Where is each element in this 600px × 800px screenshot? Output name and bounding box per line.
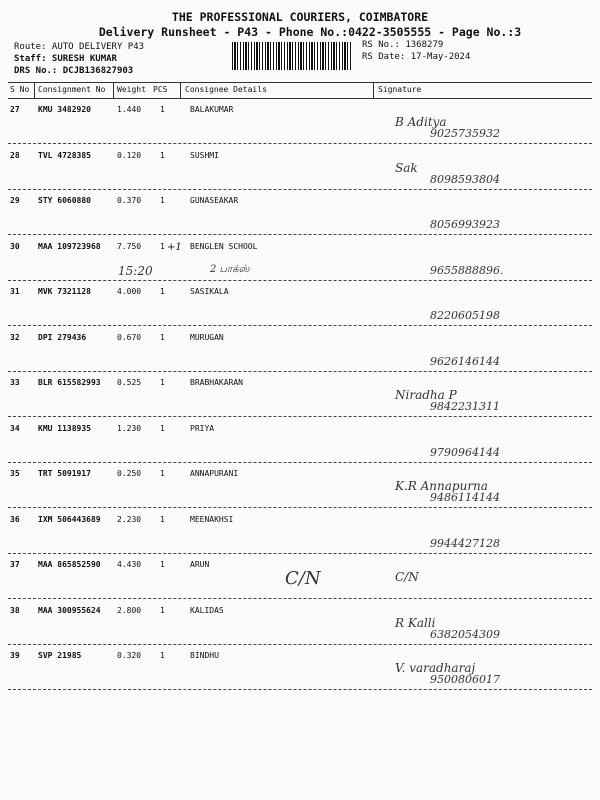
handwritten-note: C/N	[285, 568, 321, 589]
signature-phone: 9486114144	[430, 491, 500, 504]
row-serial: 35	[10, 469, 20, 478]
signature-phone: 8056993923	[430, 218, 500, 231]
col-sno: S No	[10, 85, 30, 94]
consignment-number: TVL 4728385	[38, 151, 91, 160]
consignee-name: SASIKALA	[190, 287, 229, 296]
drs-label: DRS No.: DCJB136827903	[14, 66, 134, 76]
weight-value: 7.750	[117, 242, 142, 251]
table-row	[0, 105, 600, 151]
consignee-name: MEENAKHSI	[190, 515, 234, 524]
signature-phone: 9655888896.	[430, 264, 504, 277]
table-row	[0, 378, 600, 424]
row-divider	[8, 462, 592, 463]
table-row	[0, 196, 600, 242]
rs-number: RS No.: 1368279	[362, 40, 444, 50]
signature-name: R Kalli	[395, 616, 436, 630]
weight-value: 0.670	[117, 333, 142, 342]
signature-name: Sak	[395, 161, 418, 175]
col-signature: Signature	[378, 85, 422, 94]
consignment-number: KMU 1138935	[38, 424, 91, 433]
signature-phone: 9790964144	[430, 446, 500, 459]
signature-name: C/N	[395, 570, 419, 584]
handwritten-note-2: 2 பாக்ஸ்	[210, 264, 250, 275]
weight-value: 1.230	[117, 424, 142, 433]
consignee-name: PRIYA	[190, 424, 215, 433]
weight-value: 0.250	[117, 469, 142, 478]
consignment-number: TRT 5091917	[38, 469, 91, 478]
route-label: Route: AUTO DELIVERY P43	[14, 42, 145, 52]
weight-value: 0.320	[117, 651, 142, 660]
staff-label: Staff: SURESH KUMAR	[14, 54, 117, 64]
weight-value: 0.525	[117, 378, 142, 387]
col-consignment: Consignment No	[38, 85, 106, 94]
signature-phone: 9944427128	[430, 537, 500, 550]
signature-phone: 9025735932	[430, 127, 500, 140]
signature-name: Niradha P	[395, 388, 457, 402]
row-divider	[8, 507, 592, 508]
rs-date: RS Date: 17-May-2024	[362, 52, 471, 62]
row-divider	[8, 189, 592, 190]
row-serial: 34	[10, 424, 20, 433]
table-row	[0, 242, 600, 288]
row-divider	[8, 553, 592, 554]
consignee-name: MURUGAN	[190, 333, 224, 342]
row-divider	[8, 325, 592, 326]
signature-phone: 9626146144	[430, 355, 500, 368]
consignee-name: ANNAPURANI	[190, 469, 239, 478]
row-divider	[8, 598, 592, 599]
row-serial: 29	[10, 196, 20, 205]
table-row	[0, 333, 600, 379]
signature-name: B Aditya	[395, 115, 447, 129]
weight-value: 0.120	[117, 151, 142, 160]
consignment-number: BLR 615582993	[38, 378, 101, 387]
handwritten-note: 15:20	[118, 264, 153, 278]
consignee-name: BRABHAKARAN	[190, 378, 243, 387]
row-serial: 32	[10, 333, 20, 342]
consignment-number: SVP 21985	[38, 651, 82, 660]
col-pcs: PCS	[153, 85, 168, 94]
table-row	[0, 515, 600, 561]
weight-value: 0.370	[117, 196, 142, 205]
row-serial: 33	[10, 378, 20, 387]
weight-value: 4.000	[117, 287, 142, 296]
row-divider	[8, 280, 592, 281]
pcs-value: 1	[160, 151, 165, 160]
row-divider	[8, 416, 592, 417]
consignee-name: KALIDAS	[190, 606, 224, 615]
signature-phone: 8220605198	[430, 309, 500, 322]
consignment-number: STY 6060880	[38, 196, 91, 205]
table-top-rule	[8, 82, 592, 83]
consignment-number: MAA 865852590	[38, 560, 101, 569]
weight-value: 1.440	[117, 105, 142, 114]
row-serial: 39	[10, 651, 20, 660]
weight-value: 2.800	[117, 606, 142, 615]
pcs-value: 1	[160, 242, 165, 251]
row-serial: 36	[10, 515, 20, 524]
table-row	[0, 469, 600, 515]
col-weight: Weight	[117, 85, 146, 94]
consignment-number: MAA 109723968	[38, 242, 101, 251]
pcs-value: 1	[160, 196, 165, 205]
row-divider	[8, 371, 592, 372]
row-divider	[8, 689, 592, 690]
pcs-value: 1	[160, 515, 165, 524]
weight-value: 4.430	[117, 560, 142, 569]
row-serial: 28	[10, 151, 20, 160]
pcs-value: 1	[160, 333, 165, 342]
pcs-value: 1	[160, 469, 165, 478]
table-row	[0, 606, 600, 652]
barcode	[232, 42, 352, 70]
row-serial: 30	[10, 242, 20, 251]
signature-phone: 9500806017	[430, 673, 500, 686]
consignment-number: IXM 506443689	[38, 515, 101, 524]
pcs-value: 1	[160, 424, 165, 433]
consignee-name: BENGLEN SCHOOL	[190, 242, 258, 251]
signature-name: K.R Annapurna	[395, 479, 488, 493]
row-serial: 38	[10, 606, 20, 615]
pcs-value: 1	[160, 378, 165, 387]
table-row	[0, 651, 600, 697]
pcs-value: 1	[160, 560, 165, 569]
consignee-name: BALAKUMAR	[190, 105, 234, 114]
consignee-name: GUNASEAKAR	[190, 196, 239, 205]
consignment-number: MAA 300955624	[38, 606, 101, 615]
company-title: THE PROFESSIONAL COURIERS, COIMBATORE	[171, 10, 429, 24]
signature-name: V. varadharaj	[395, 661, 476, 675]
table-row	[0, 287, 600, 333]
signature-phone: 8098593804	[430, 173, 500, 186]
table-row	[0, 424, 600, 470]
col-consignee: Consignee Details	[185, 85, 267, 94]
consignment-number: KMU 3482920	[38, 105, 91, 114]
table-row	[0, 151, 600, 197]
row-serial: 31	[10, 287, 20, 296]
consignment-number: DPI 279436	[38, 333, 87, 342]
consignee-name: ARUN	[190, 560, 210, 569]
row-divider	[8, 234, 592, 235]
pcs-value: 1	[160, 651, 165, 660]
pcs-value: 1	[160, 105, 165, 114]
table-row	[0, 560, 600, 606]
pcs-value: 1	[160, 606, 165, 615]
weight-value: 2.230	[117, 515, 142, 524]
row-serial: 37	[10, 560, 20, 569]
signature-phone: 6382054309	[430, 628, 500, 641]
row-divider	[8, 644, 592, 645]
runsheet-subtitle: Delivery Runsheet - P43 - Phone No.:0422-3505555 - Page No.:3	[98, 25, 522, 39]
consignment-number: MVK 7321128	[38, 287, 91, 296]
row-divider	[8, 143, 592, 144]
signature-phone: 9842231311	[430, 400, 500, 413]
consignee-name: BINDHU	[190, 651, 219, 660]
pcs-value: 1	[160, 287, 165, 296]
consignee-name: SUSHMI	[190, 151, 219, 160]
row-serial: 27	[10, 105, 20, 114]
extra-pcs-note: +1	[167, 242, 182, 253]
header-rule	[8, 98, 592, 99]
